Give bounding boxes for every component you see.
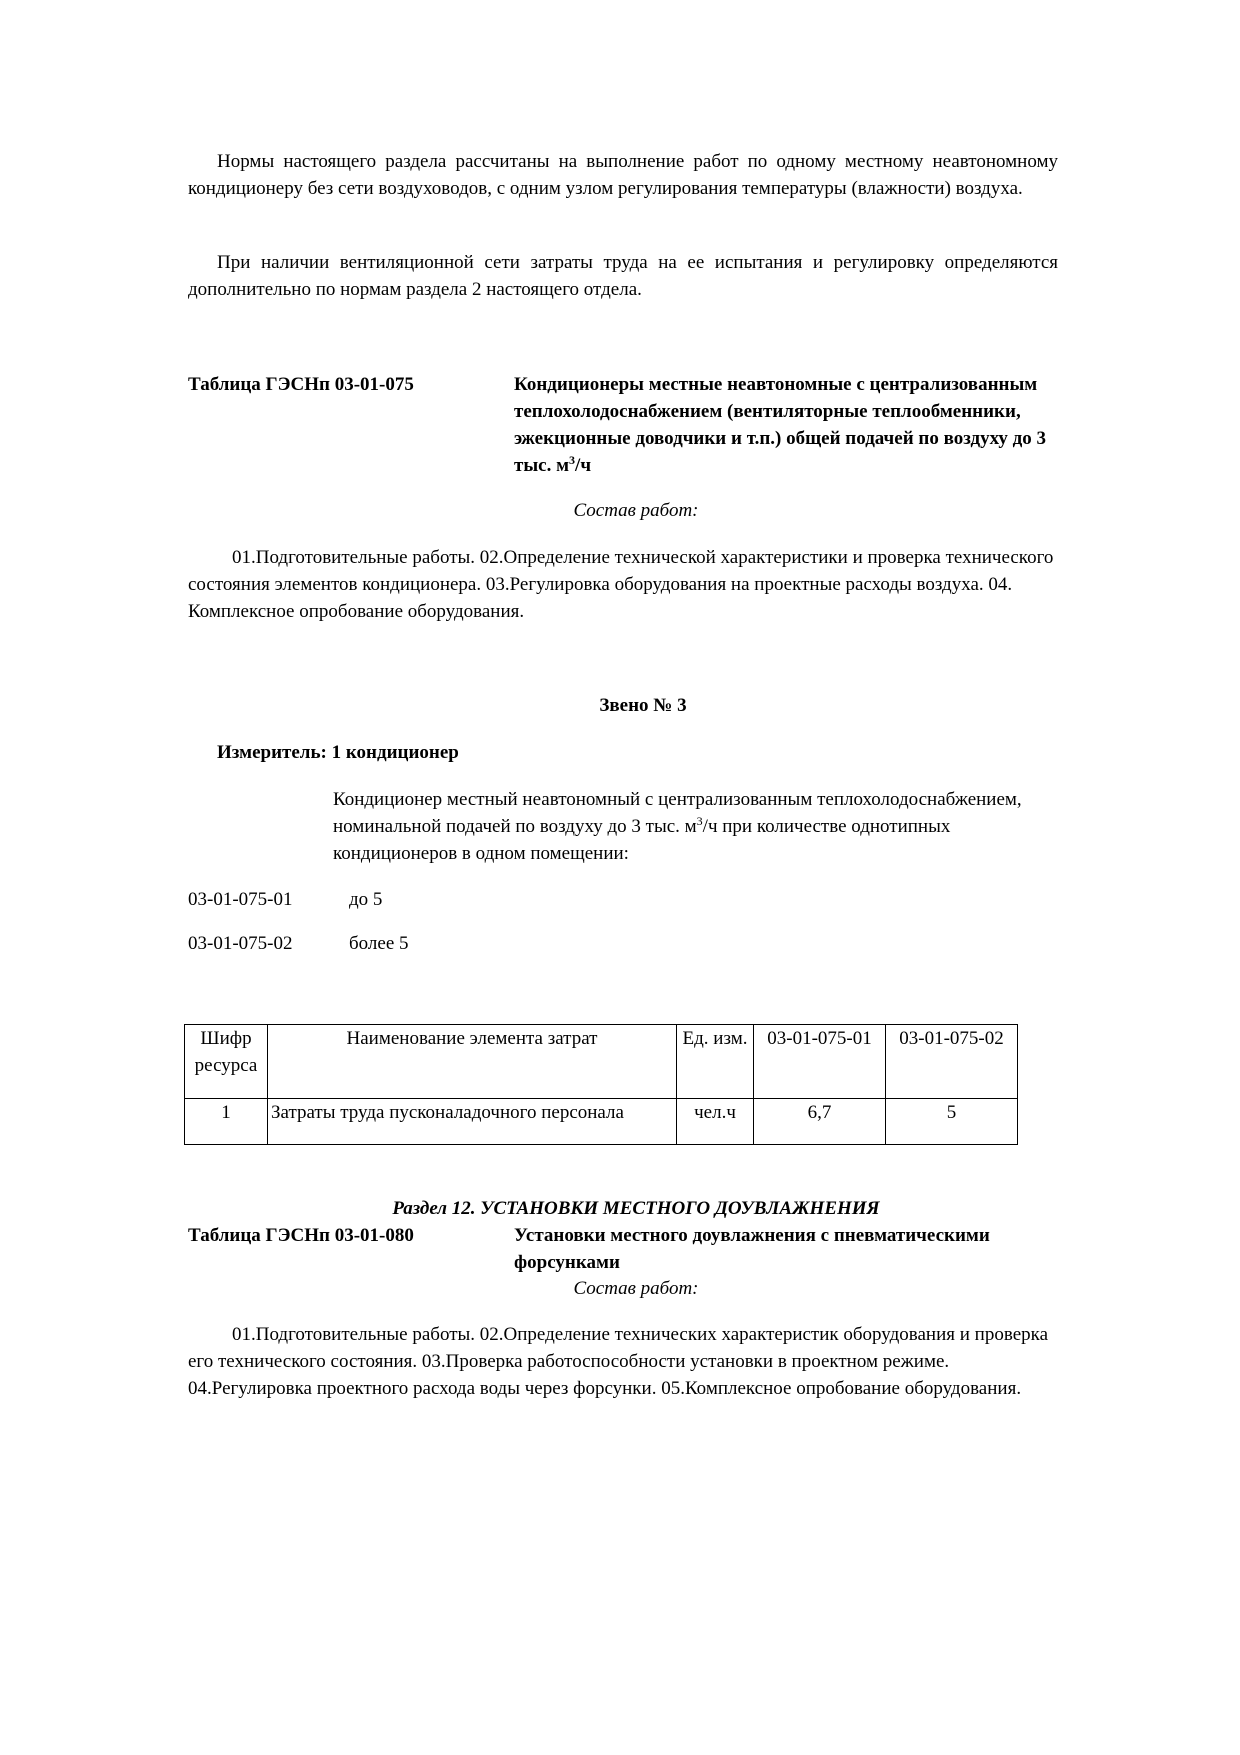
section-heading: Раздел 12. УСТАНОВКИ МЕСТНОГО ДОУВЛАЖНЕНИЯ: [392, 1198, 880, 1219]
cell-cost-element: Затраты труда пусконаладочного персонала: [268, 1099, 677, 1145]
table-code-label-2: Таблица ГЭСНп 03-01-080: [188, 1225, 414, 1246]
header-norm-02: 03-01-075-02: [886, 1025, 1018, 1099]
table-title: [514, 371, 1064, 479]
norm-item-code: 03-01-075-01: [188, 889, 293, 910]
table-row: [185, 1099, 1018, 1145]
table-code-label: Таблица ГЭСНп 03-01-075: [188, 374, 414, 395]
table-title-2: Установки местного доувлажнения с пневматическими форсунками: [514, 1225, 990, 1273]
cell-unit: чел.ч: [677, 1099, 754, 1145]
norm-item: [188, 930, 292, 957]
header-resource-code: Шифр ресурса: [185, 1025, 268, 1099]
work-composition-text-2: 01.Подготовительные работы. 02.Определение технических характеристик оборудования и проверка его технического состояния. 03.Проверка работоспособности установки в проектном режиме. 04.Регулировка проектного расхода воды через форсунки. 05.Комплексное опробование оборудования.: [188, 1324, 1048, 1399]
intro-paragraph-1: Нормы настоящего раздела рассчитаны на выполнение работ по одному местному неавтономному кондиционеру без сети воздуховодов, с одним узлом регулирования температуры (влажности) воздуха.: [188, 151, 1058, 199]
norm-item: [188, 886, 292, 913]
norm-description-tail: /ч при количестве однотипных кондиционеров в одном помещении:: [333, 816, 951, 864]
cell-norm-01: 6,7: [754, 1099, 886, 1145]
intro-paragraph-2: При наличии вентиляционной сети затраты труда на ее испытания и регулировку определяются дополнительно по нормам раздела 2 настоящего отдела.: [188, 252, 1058, 300]
norm-description: [333, 786, 1063, 867]
table-title-superscript: 3: [569, 453, 576, 467]
work-composition-text: 01.Подготовительные работы. 02.Определение технической характеристики и проверка технического состояния элементов кондиционера. 03.Регулировка оборудования на проектные расходы воздуха. 04. Комплексное опробование оборудования.: [188, 547, 1054, 622]
header-cost-element: Наименование элемента затрат: [268, 1025, 677, 1099]
table-header-row: [185, 1025, 1018, 1099]
cell-resource-code: 1: [185, 1099, 268, 1145]
table-title-unit: /ч: [575, 455, 592, 476]
measure-label: Измеритель: 1 кондиционер: [217, 742, 459, 763]
resource-cost-table: [184, 1024, 1018, 1145]
header-unit: Ед. изм.: [677, 1025, 754, 1099]
cell-norm-02: 5: [886, 1099, 1018, 1145]
norm-description-text: Кондиционер местный неавтономный с централизованным теплохолодоснабжением, номинальной подачей по воздуху до 3 тыс. м: [333, 789, 1022, 837]
work-composition-heading: Состав работ:: [573, 500, 699, 521]
norm-item-label-1: до 5: [349, 889, 383, 910]
crew-heading: Звено № 3: [599, 695, 687, 716]
norm-item-code: 03-01-075-02: [188, 933, 293, 954]
norm-item-label-2: более 5: [349, 933, 409, 954]
table-title-text: Кондиционеры местные неавтономные с централизованным теплохолодоснабжением (вентиляторные теплообменники, эжекционные доводчики и т.п.) общей подачей по воздуху до 3 тыс. м: [514, 374, 1047, 476]
header-norm-01: 03-01-075-01: [754, 1025, 886, 1099]
work-composition-heading-2: Состав работ:: [573, 1278, 699, 1299]
norm-description-superscript: 3: [696, 814, 703, 828]
